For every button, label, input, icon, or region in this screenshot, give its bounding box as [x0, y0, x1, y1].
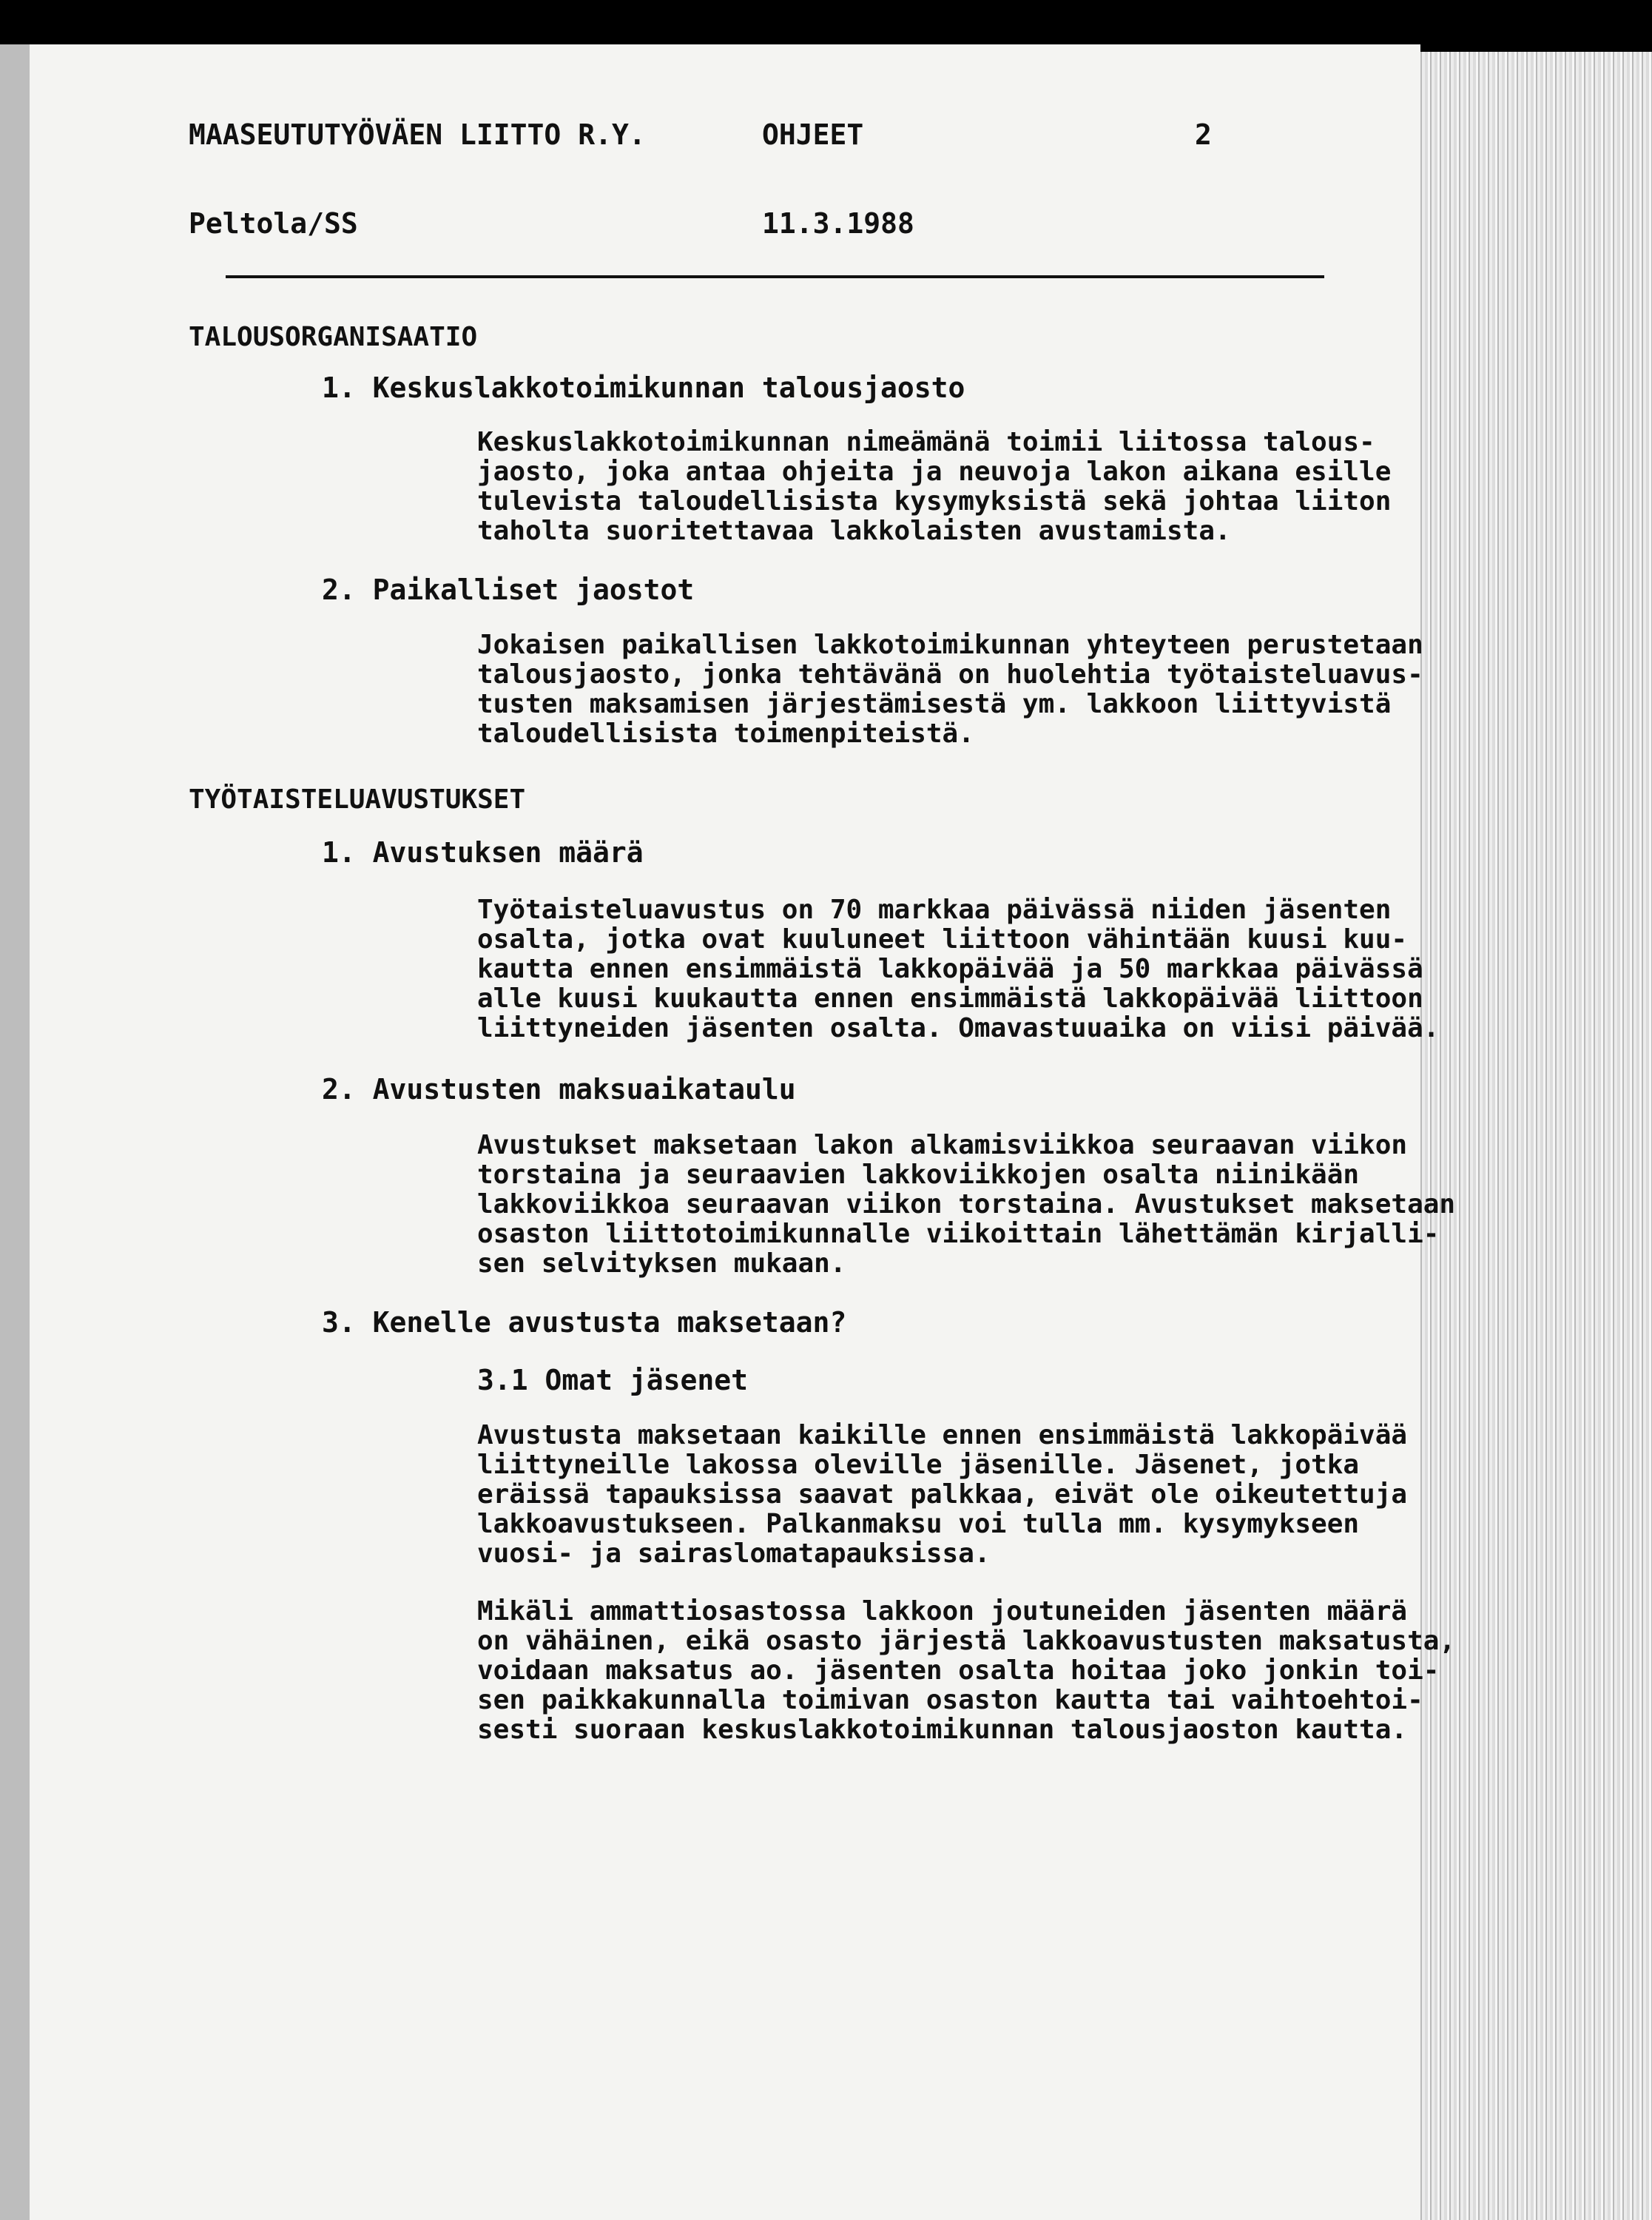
item-heading: 2. Avustusten maksuaikataulu — [322, 1073, 796, 1106]
paragraph-line: Työtaisteluavustus on 70 markkaa päivässä niiden jäsenten — [477, 895, 1392, 925]
book-spine — [1406, 52, 1652, 2220]
paragraph-line: talousjaosto, jonka tehtävänä on huolehtia työtaisteluavus- — [477, 659, 1423, 690]
paragraph-line: Avustusta maksetaan kaikille ennen ensimmäistä lakkopäivää — [477, 1420, 1408, 1450]
paragraph-line: liittyneiden jäsenten osalta. Omavastuuaika on viisi päivää. — [477, 1013, 1440, 1043]
section-title: TALOUSORGANISAATIO — [189, 322, 478, 352]
paragraph-line: sen paikkakunnalla toimivan osaston kautta tai vaihtoehtoi- — [477, 1685, 1423, 1715]
item-heading: 1. Avustuksen määrä — [322, 836, 644, 869]
paragraph-line: torstaina ja seuraavien lakkoviikkojen osalta niinikään — [477, 1160, 1360, 1190]
section-title: TYÖTAISTELUAVUSTUKSET — [189, 784, 526, 815]
paragraph-line: taloudellisista toimenpiteistä. — [477, 719, 974, 749]
page-number: 2 — [1195, 118, 1212, 151]
subitem-heading: 3.1 Omat jäsenet — [477, 1364, 749, 1396]
paragraph-line: Jokaisen paikallisen lakkotoimikunnan yhteyteen perustetaan — [477, 630, 1423, 660]
paragraph-line: eräissä tapauksissa saavat palkkaa, eivät ole oikeutettuja — [477, 1479, 1408, 1510]
paragraph-line: Keskuslakkotoimikunnan nimeämänä toimii liitossa talous- — [477, 427, 1375, 457]
item-heading: 2. Paikalliset jaostot — [322, 574, 695, 606]
paragraph-line: vuosi- ja sairaslomatapauksissa. — [477, 1538, 991, 1569]
paragraph-line: osalta, jotka ovat kuuluneet liittoon vähintään kuusi kuu- — [477, 924, 1408, 955]
paragraph-line: lakkoavustukseen. Palkanmaksu voi tulla mm. kysymykseen — [477, 1509, 1360, 1539]
paragraph-line: sesti suoraan keskuslakkotoimikunnan talousjaoston kautta. — [477, 1715, 1408, 1745]
header-doc-type: OHJEET — [762, 118, 864, 151]
header-rule — [226, 275, 1324, 278]
paragraph-line: kautta ennen ensimmäistä lakkopäivää ja 50 markkaa päivässä — [477, 954, 1423, 984]
paragraph-line: osaston liittotoimikunnalle viikoittain lähettämän kirjalli- — [477, 1219, 1440, 1249]
header-organization: MAASEUTUTYÖVÄEN LIITTO R.Y. — [189, 118, 646, 151]
paragraph-line: sen selvityksen mukaan. — [477, 1248, 846, 1279]
item-heading: 3. Kenelle avustusta maksetaan? — [322, 1306, 847, 1339]
item-heading: 1. Keskuslakkotoimikunnan talousjaosto — [322, 371, 965, 404]
paragraph-line: liittyneille lakossa oleville jäsenille. Jäsenet, jotka — [477, 1450, 1360, 1480]
paragraph-line: on vähäinen, eikä osasto järjestä lakkoavustusten maksatusta, — [477, 1626, 1456, 1656]
paragraph-line: tulevista taloudellisista kysymyksistä sekä johtaa liiton — [477, 486, 1392, 517]
paragraph-line: Mikäli ammattiosastossa lakkoon joutuneiden jäsenten määrä — [477, 1596, 1408, 1627]
document-page — [30, 44, 1456, 2220]
header-date: 11.3.1988 — [762, 207, 914, 240]
paragraph-line: lakkoviikkoa seuraavan viikon torstaina. Avustukset maksetaan — [477, 1189, 1456, 1220]
paragraph-line: tusten maksamisen järjestämisestä ym. lakkoon liittyvistä — [477, 689, 1392, 719]
paragraph-line: jaosto, joka antaa ohjeita ja neuvoja lakon aikana esille — [477, 457, 1392, 487]
paragraph-line: taholta suoritettavaa lakkolaisten avustamista. — [477, 516, 1231, 546]
paragraph-line: voidaan maksatus ao. jäsenten osalta hoitaa joko jonkin toi- — [477, 1655, 1440, 1686]
paragraph-line: alle kuusi kuukautta ennen ensimmäistä lakkopäivää liittoon — [477, 983, 1423, 1014]
paragraph-line: Avustukset maksetaan lakon alkamisviikkoa seuraavan viikon — [477, 1130, 1408, 1160]
header-author: Peltola/SS — [189, 207, 358, 240]
